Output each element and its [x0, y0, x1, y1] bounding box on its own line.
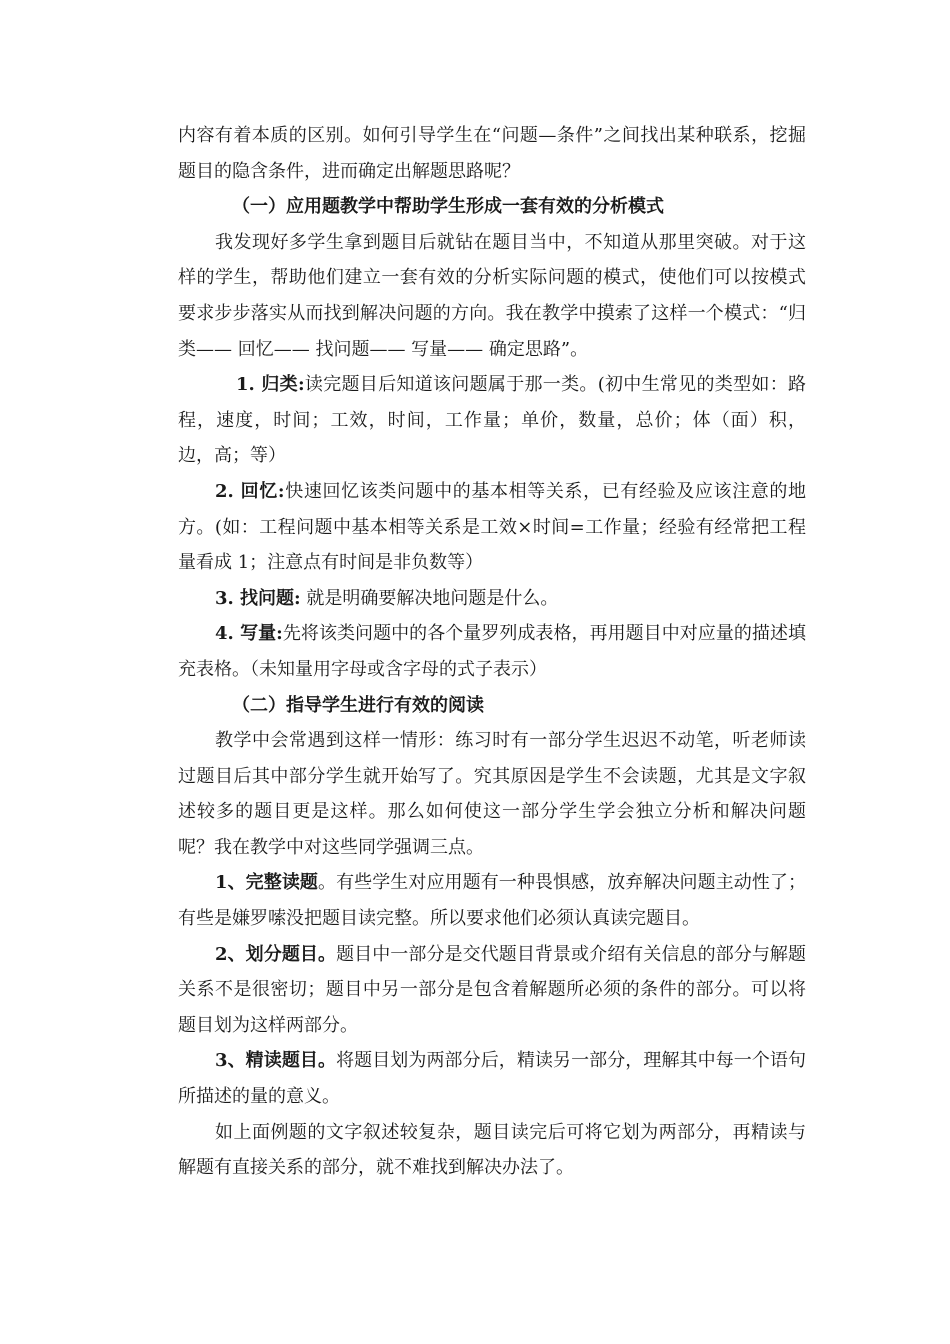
point-3: [178, 1043, 806, 1114]
point-1: [178, 865, 806, 936]
paragraph-reading: 教学中会常遇到这样一情形：练习时有一部分学生迟迟不动笔，听老师读过题目后其中部分学生就开始写了。究其原因是学生不会读题，尤其是文字叙述较多的题目更是这样。那么如何使这一部分学生学会独立分析和解决问题呢？我在教学中对这些同学强调三点。: [178, 730, 806, 858]
point-3-label: 3、精读题目。: [215, 1050, 337, 1072]
point-3-text: 将题目划为两部分后，精读另一部分，理解其中每一个语句所描述的量的意义。: [178, 1050, 807, 1108]
section-heading-1: （一）应用题教学中帮助学生形成一套有效的分析模式: [232, 196, 664, 218]
step-4-text: 先将该类问题中的各个量罗列成表格，再用题目中对应量的描述填充表格。（未知量用字母或含字母的式子表示）: [178, 623, 807, 680]
point-2-label: 2、划分题目。: [215, 943, 337, 965]
document-body: [178, 118, 806, 1186]
step-1: [178, 367, 806, 474]
step-2-text: 快速回忆该类问题中的基本相等关系，已有经验及应该注意的地方。(如：工程问题中基本相等关系是工效×时间=工作量；经验有经常把工程量看成 1；注意点有时间是非负数等）: [178, 480, 807, 574]
point-1-text: 。有些学生对应用题有一种畏惧感，放弃解决问题主动性了；有些是嫌罗嗦没把题目读完整。所以要求他们必须认真读完题目。: [178, 872, 807, 930]
point-1-label: 1、完整读题: [215, 872, 318, 894]
step-2: [178, 474, 806, 581]
point-2-text: 题目中一部分是交代题目背景或介绍有关信息的部分与解题关系不是很密切；题目中另一部分是包含着解题所必须的条件的部分。可以将题目划为这样两部分。: [178, 943, 807, 1036]
step-4-label: 4. 写量:: [215, 623, 283, 645]
step-3-label: 3. 找问题:: [215, 587, 301, 609]
point-2: [178, 937, 806, 1044]
step-4: [178, 616, 806, 687]
step-1-text: 读完题目后知道该问题属于那一类。(初中生常见的类型如：路程，速度，时间；工效，时间，工作量；单价，数量，总价；体（面）积，边，高；等）: [178, 374, 806, 467]
paragraph-intro: 内容有着本质的区别。如何引导学生在“问题—条件”之间找出某种联系，挖掘题目的隐含条件，进而确定出解题思路呢？: [178, 125, 806, 182]
section-heading-2: （二）指导学生进行有效的阅读: [232, 694, 484, 716]
step-3-text: 就是明确要解决地问题是什么。: [300, 587, 559, 609]
paragraph-final: 如上面例题的文字叙述较复杂，题目读完后可将它划为两部分，再精读与解题有直接关系的部分，就不难找到解决办法了。: [178, 1121, 806, 1179]
step-3: [178, 581, 806, 617]
paragraph-model: 我发现好多学生拿到题目后就钻在题目当中，不知道从那里突破。对于这样的学生，帮助他们建立一套有效的分析实际问题的模式，使他们可以按模式要求步步落实从而找到解决问题的方向。我在教学中摸索了这样一个模式：“归类—— 回忆—— 找问题—— 写量—— 确定思路”。: [178, 231, 806, 360]
step-1-label: 1. 归类:: [236, 374, 305, 396]
step-2-label: 2. 回忆:: [215, 480, 285, 502]
